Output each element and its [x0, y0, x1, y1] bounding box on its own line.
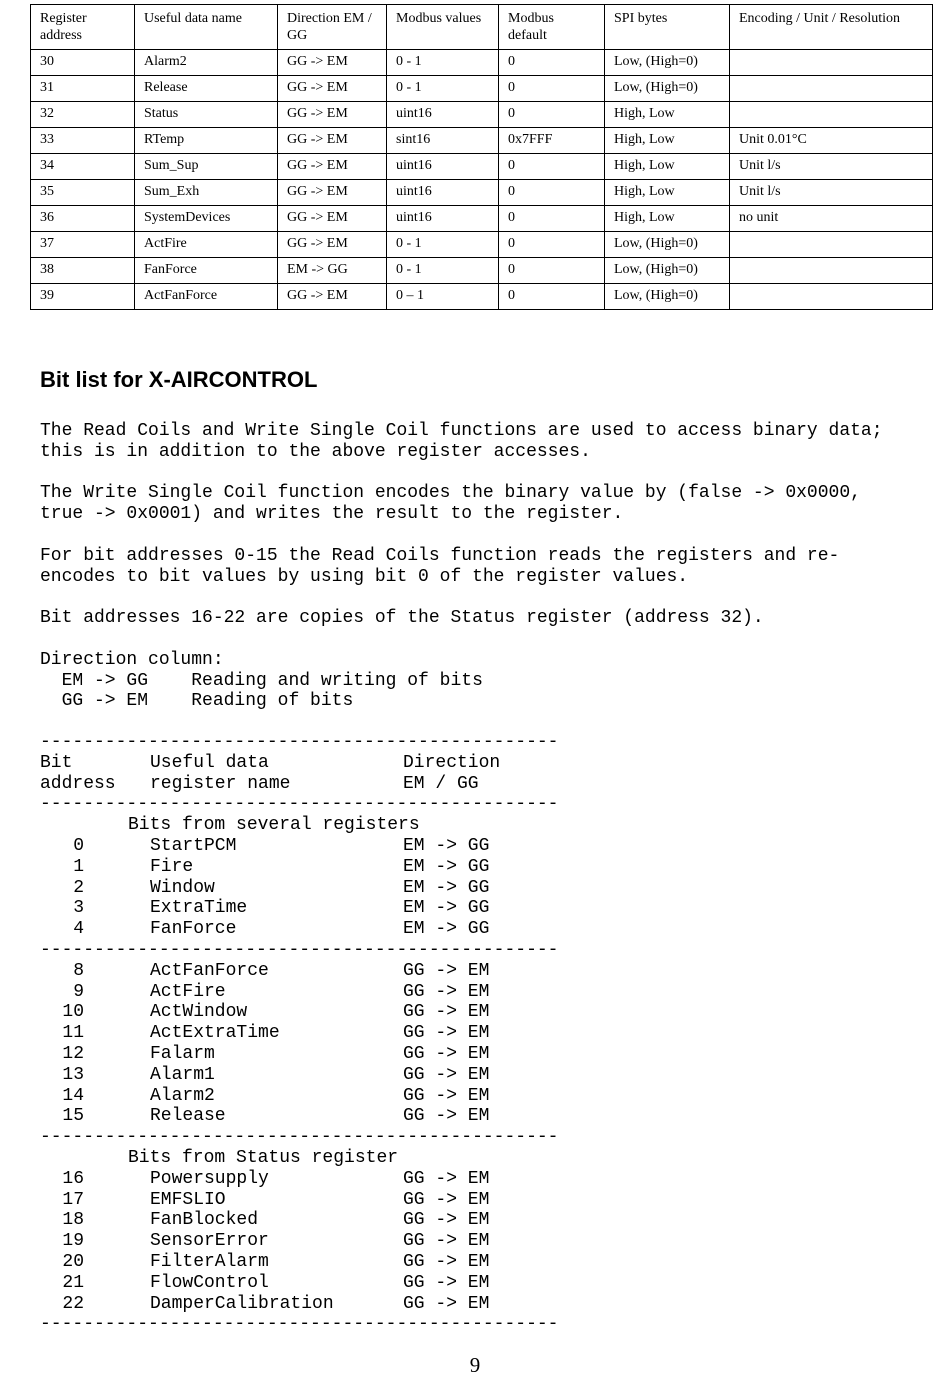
cell-encoding [730, 76, 933, 102]
bit-direction: GG -> EM [403, 960, 490, 981]
intro-text [40, 421, 883, 712]
cell-encoding [730, 50, 933, 76]
header-register-name: register name [150, 773, 291, 794]
table-row [31, 128, 933, 154]
list-item [40, 898, 558, 919]
cell-modbus-default: 0 [499, 180, 605, 206]
cell-register-address: 37 [31, 232, 135, 258]
cell-useful-data-name: ActFire [135, 232, 278, 258]
cell-useful-data-name: Sum_Exh [135, 180, 278, 206]
cell-modbus-values: 0 - 1 [387, 50, 499, 76]
paragraph: Bit addresses 16-22 are copies of the Status register (address 32). [40, 608, 764, 629]
bit-name: Window [150, 877, 215, 898]
cell-modbus-values: uint16 [387, 180, 499, 206]
bit-direction: GG -> EM [403, 1043, 490, 1064]
separator-line: ------------------------------------------------ [40, 794, 559, 815]
bit-list [40, 732, 558, 1335]
cell-modbus-values: uint16 [387, 206, 499, 232]
cell-useful-data-name: ActFanForce [135, 284, 278, 310]
list-item [40, 961, 558, 982]
list-item [40, 1065, 558, 1086]
cell-modbus-values: 0 - 1 [387, 258, 499, 284]
bit-direction: EM -> GG [403, 919, 490, 940]
bit-address: 1 [73, 856, 84, 877]
bit-name: Powersupply [150, 1168, 269, 1189]
header-register-name: Useful data [150, 752, 269, 773]
table-row [31, 102, 933, 128]
header-bit-address: Bit [40, 752, 73, 773]
cell-direction: EM -> GG [278, 258, 387, 284]
cell-spi-bytes: Low, (High=0) [605, 258, 730, 284]
cell-useful-data-name: Status [135, 102, 278, 128]
header-useful-data-name: Useful data name [135, 5, 278, 50]
bit-address: 12 [62, 1043, 84, 1064]
cell-direction: GG -> EM [278, 180, 387, 206]
list-item [40, 1294, 558, 1315]
cell-encoding: no unit [730, 206, 933, 232]
cell-register-address: 38 [31, 258, 135, 284]
cell-direction: GG -> EM [278, 102, 387, 128]
bit-name: ActFanForce [150, 960, 269, 981]
bit-name: ActWindow [150, 1002, 248, 1023]
list-item [40, 1231, 558, 1252]
cell-useful-data-name: Release [135, 76, 278, 102]
bit-name: Falarm [150, 1043, 215, 1064]
header-register-address: Register address [31, 5, 135, 50]
bit-direction: GG -> EM [403, 1023, 490, 1044]
cell-useful-data-name: FanForce [135, 258, 278, 284]
list-item [40, 1023, 558, 1044]
cell-direction: GG -> EM [278, 154, 387, 180]
register-table-body [31, 50, 933, 310]
list-item [40, 1044, 558, 1065]
cell-modbus-default: 0x7FFF [499, 128, 605, 154]
cell-encoding: Unit l/s [730, 154, 933, 180]
group-title [40, 815, 558, 836]
bit-direction: GG -> EM [403, 1064, 490, 1085]
table-row [31, 258, 933, 284]
bit-address: 11 [62, 1023, 84, 1044]
list-item [40, 1252, 558, 1273]
bitlist-header-row [40, 753, 558, 774]
separator-line: ------------------------------------------------ [40, 732, 559, 752]
bit-name: SensorError [150, 1231, 269, 1252]
cell-encoding [730, 284, 933, 310]
bit-name: ActExtraTime [150, 1023, 280, 1044]
paragraph: The Write Single Coil function encodes the binary value by (false -> 0x0000, true -> 0x0001) and writes the result to the register. [40, 483, 861, 525]
bitlist-header-row [40, 774, 558, 795]
cell-register-address: 35 [31, 180, 135, 206]
direction-legend-item: EM -> GG Reading and writing of bits [40, 670, 483, 691]
paragraph: For bit addresses 0-15 the Read Coils function reads the registers and re- encodes to bit values by using bit 0 of the register values. [40, 545, 840, 587]
group-title-text: Bits from Status register [128, 1147, 399, 1168]
list-item [40, 1106, 558, 1127]
cell-encoding [730, 258, 933, 284]
bit-direction: GG -> EM [403, 1293, 490, 1314]
cell-modbus-default: 0 [499, 232, 605, 258]
bit-name: StartPCM [150, 835, 237, 856]
bit-direction: EM -> GG [403, 856, 490, 877]
bit-name: FlowControl [150, 1272, 269, 1293]
bit-name: Alarm2 [150, 1085, 215, 1106]
cell-encoding: Unit l/s [730, 180, 933, 206]
table-header-row [31, 5, 933, 50]
cell-modbus-values: 0 - 1 [387, 76, 499, 102]
bit-address: 9 [73, 981, 84, 1002]
bit-direction: EM -> GG [403, 877, 490, 898]
cell-spi-bytes: Low, (High=0) [605, 232, 730, 258]
list-item [40, 836, 558, 857]
bit-name: Fire [150, 856, 194, 877]
cell-direction: GG -> EM [278, 232, 387, 258]
header-bit-address: address [40, 773, 116, 794]
bit-name: Alarm1 [150, 1064, 215, 1085]
header-modbus-default: Modbus default [499, 5, 605, 50]
bit-name: FanForce [150, 919, 237, 940]
cell-modbus-values: sint16 [387, 128, 499, 154]
cell-spi-bytes: High, Low [605, 102, 730, 128]
header-encoding: Encoding / Unit / Resolution [730, 5, 933, 50]
cell-direction: GG -> EM [278, 284, 387, 310]
cell-modbus-default: 0 [499, 154, 605, 180]
list-item [40, 982, 558, 1003]
cell-direction: GG -> EM [278, 128, 387, 154]
header-direction: Direction [403, 752, 501, 773]
page-number: 9 [469, 1353, 481, 1377]
bit-address: 16 [62, 1168, 84, 1189]
cell-direction: GG -> EM [278, 76, 387, 102]
bit-direction: GG -> EM [403, 1168, 490, 1189]
list-item [40, 919, 558, 940]
separator-line: ------------------------------------------------ [40, 1127, 559, 1148]
list-item [40, 1210, 558, 1231]
header-direction: Direction EM / GG [278, 5, 387, 50]
bit-direction: GG -> EM [403, 1189, 490, 1210]
cell-spi-bytes: High, Low [605, 180, 730, 206]
cell-modbus-default: 0 [499, 206, 605, 232]
bit-address: 2 [73, 877, 84, 898]
header-spi-bytes: SPI bytes [605, 5, 730, 50]
cell-register-address: 32 [31, 102, 135, 128]
bit-address: 3 [73, 898, 84, 919]
cell-useful-data-name: Sum_Sup [135, 154, 278, 180]
bit-address: 8 [73, 960, 84, 981]
separator-line: ------------------------------------------------ [40, 939, 559, 960]
bit-name: DamperCalibration [150, 1293, 334, 1314]
table-row [31, 284, 933, 310]
cell-modbus-default: 0 [499, 76, 605, 102]
cell-modbus-default: 0 [499, 102, 605, 128]
table-row [31, 76, 933, 102]
direction-legend-title: Direction column: [40, 649, 224, 670]
cell-register-address: 39 [31, 284, 135, 310]
list-item [40, 1169, 558, 1190]
group-title-text: Bits from several registers [128, 815, 420, 836]
bit-address: 17 [62, 1189, 84, 1210]
cell-useful-data-name: SystemDevices [135, 206, 278, 232]
bit-address: 22 [62, 1293, 84, 1314]
bit-name: ActFire [150, 981, 226, 1002]
cell-direction: GG -> EM [278, 50, 387, 76]
cell-useful-data-name: RTemp [135, 128, 278, 154]
table-row [31, 154, 933, 180]
cell-modbus-values: uint16 [387, 154, 499, 180]
cell-modbus-default: 0 [499, 284, 605, 310]
bit-address: 21 [62, 1272, 84, 1293]
cell-spi-bytes: High, Low [605, 206, 730, 232]
bit-direction: EM -> GG [403, 835, 490, 856]
bit-address: 4 [73, 919, 84, 940]
cell-spi-bytes: High, Low [605, 154, 730, 180]
bit-direction: GG -> EM [403, 1002, 490, 1023]
register-table [30, 4, 933, 310]
list-item [40, 1190, 558, 1211]
bit-name: FilterAlarm [150, 1251, 269, 1272]
section-heading: Bit list for X-AIRCONTROL [40, 367, 318, 392]
cell-spi-bytes: Low, (High=0) [605, 76, 730, 102]
cell-modbus-values: uint16 [387, 102, 499, 128]
cell-register-address: 30 [31, 50, 135, 76]
group-title [40, 1148, 558, 1169]
cell-useful-data-name: Alarm2 [135, 50, 278, 76]
list-item [40, 1273, 558, 1294]
bit-address: 15 [62, 1106, 84, 1127]
bit-address: 20 [62, 1251, 84, 1272]
cell-spi-bytes: High, Low [605, 128, 730, 154]
list-item [40, 1002, 558, 1023]
header-modbus-values: Modbus values [387, 5, 499, 50]
bit-address: 19 [62, 1231, 84, 1252]
cell-register-address: 36 [31, 206, 135, 232]
cell-register-address: 31 [31, 76, 135, 102]
bit-direction: EM -> GG [403, 898, 490, 919]
cell-modbus-default: 0 [499, 258, 605, 284]
cell-spi-bytes: Low, (High=0) [605, 284, 730, 310]
bit-direction: GG -> EM [403, 1272, 490, 1293]
paragraph: The Read Coils and Write Single Coil functions are used to access binary data; this is in addition to the above register accesses. [40, 421, 883, 462]
table-row [31, 180, 933, 206]
bit-name: EMFSLIO [150, 1189, 226, 1210]
header-direction: EM / GG [403, 773, 479, 794]
table-row [31, 50, 933, 76]
cell-register-address: 33 [31, 128, 135, 154]
bit-name: FanBlocked [150, 1210, 259, 1231]
cell-modbus-default: 0 [499, 50, 605, 76]
bit-address: 13 [62, 1064, 84, 1085]
cell-encoding [730, 232, 933, 258]
cell-spi-bytes: Low, (High=0) [605, 50, 730, 76]
direction-legend-item: GG -> EM Reading of bits [40, 691, 354, 712]
bit-direction: GG -> EM [403, 1106, 490, 1127]
bit-name: Release [150, 1106, 226, 1127]
separator-line: ------------------------------------------------ [40, 1314, 559, 1335]
cell-direction: GG -> EM [278, 206, 387, 232]
bit-address: 0 [73, 835, 84, 856]
list-item [40, 1086, 558, 1107]
cell-encoding [730, 102, 933, 128]
bit-direction: GG -> EM [403, 1210, 490, 1231]
cell-modbus-values: 0 - 1 [387, 232, 499, 258]
bit-direction: GG -> EM [403, 1231, 490, 1252]
bit-name: ExtraTime [150, 898, 248, 919]
bit-address: 18 [62, 1210, 84, 1231]
cell-modbus-values: 0 – 1 [387, 284, 499, 310]
bit-address: 10 [62, 1002, 84, 1023]
cell-encoding: Unit 0.01°C [730, 128, 933, 154]
bit-direction: GG -> EM [403, 981, 490, 1002]
list-item [40, 878, 558, 899]
bit-direction: GG -> EM [403, 1085, 490, 1106]
table-row [31, 206, 933, 232]
list-item [40, 857, 558, 878]
table-row [31, 232, 933, 258]
bit-direction: GG -> EM [403, 1251, 490, 1272]
bit-address: 14 [62, 1085, 84, 1106]
cell-register-address: 34 [31, 154, 135, 180]
